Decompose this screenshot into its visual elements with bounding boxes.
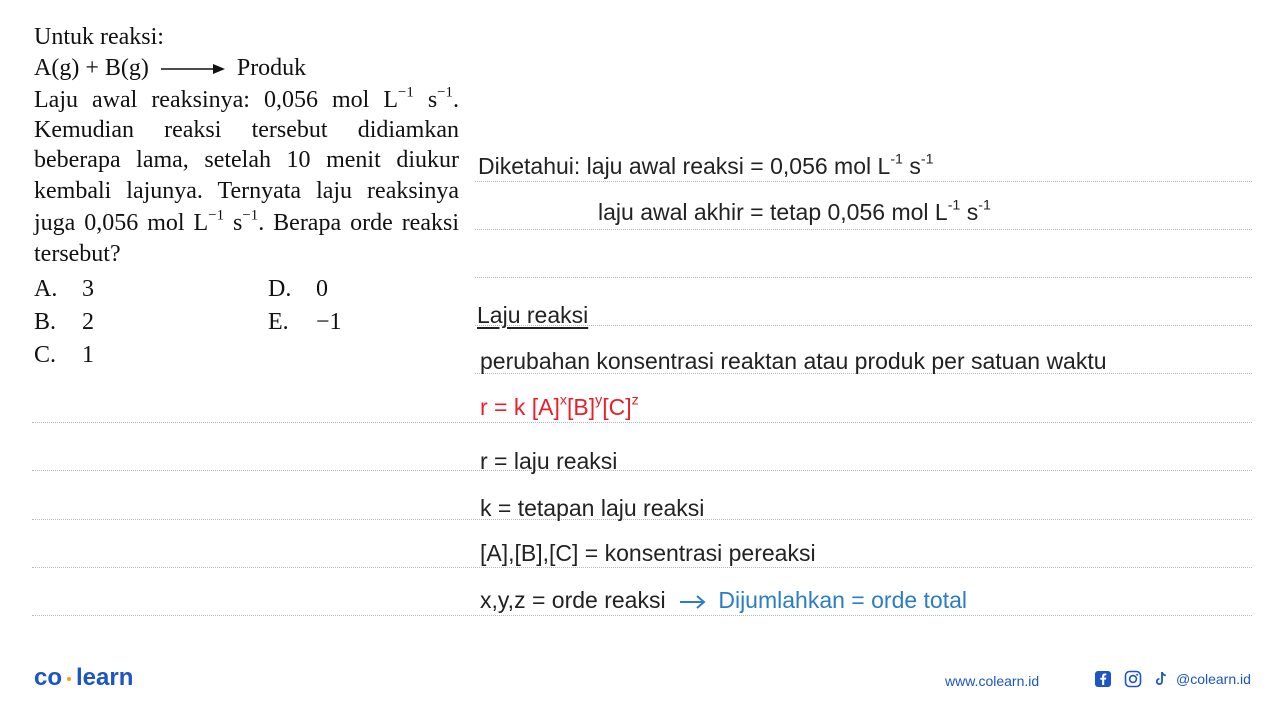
notes-heading: Laju reaksi [477,302,589,328]
definition-k: k = tetapan laju reaksi [480,495,705,521]
social-handle[interactable]: @colearn.id [1176,671,1251,688]
rate-definition: perubahan konsentrasi reaktan atau produk per satuan waktu [480,348,1107,374]
ruled-line [475,229,1252,230]
ruled-line [32,422,1252,423]
known-initial-rate: Diketahui: laju awal reaksi = 0,056 mol $L^{-1}$ $s^{-1}$ [478,151,934,179]
definition-r: r = laju reaksi [480,448,618,474]
ruled-line [32,470,1252,471]
option-c: C. 1 [34,342,94,368]
colearn-logo: co learn [34,664,134,691]
instagram-icon[interactable] [1124,670,1142,688]
question-line-3: beberapa lama, setelah 10 menit diukur [34,147,459,173]
definition-order: x,y,z = orde reaksi Dijumlahkan = orde total [480,587,968,613]
question-line-6: tersebut? [34,241,121,267]
reaction-reactants: A(g) + B(g) [34,55,149,81]
reaction-equation [34,55,306,82]
ruled-line [32,567,1252,568]
option-a: A. 3 [34,276,94,302]
question-line-2: Kemudian reaksi tersebut didiamkan [34,117,459,143]
reaction-product: Produk [236,55,307,81]
facebook-icon[interactable] [1094,670,1112,688]
social-links [1094,670,1251,688]
logo-dot [67,677,71,681]
ruled-line [475,325,1252,326]
question-line-1: Laju awal reaksinya: 0,056 mol $L^{-1}$ $s^{-1}$. [34,84,459,113]
ruled-line [32,615,1252,616]
definition-concentration: [A],[B],[C] = konsentrasi pereaksi [480,540,816,566]
known-final-rate: laju awal akhir = tetap 0,056 mol $L^{-1}$ $s^{-1}$ [598,197,991,225]
website-link[interactable]: www.colearn.id [945,673,1040,689]
ruled-line [475,277,1252,278]
option-d: D. 0 [268,276,328,302]
question-line-4: kembali lajunya. Ternyata laju reaksinya [34,178,459,204]
question-line-5: juga 0,056 mol $L^{-1}$ $s^{-1}$. Berapa orde reaksi [34,207,459,236]
ruled-line [475,181,1252,182]
arrow-right-icon [678,593,708,611]
option-b: B. 2 [34,309,94,335]
tiktok-icon[interactable] [1152,670,1170,688]
option-e: E. −1 [268,309,342,335]
reaction-arrow-icon [159,62,227,76]
question-intro: Untuk reaksi: [34,24,164,50]
rate-law-formula: r = k $[A]^x[B]^y[C]^z$ [480,392,639,420]
order-total-note: Dijumlahkan = orde total [718,587,968,613]
